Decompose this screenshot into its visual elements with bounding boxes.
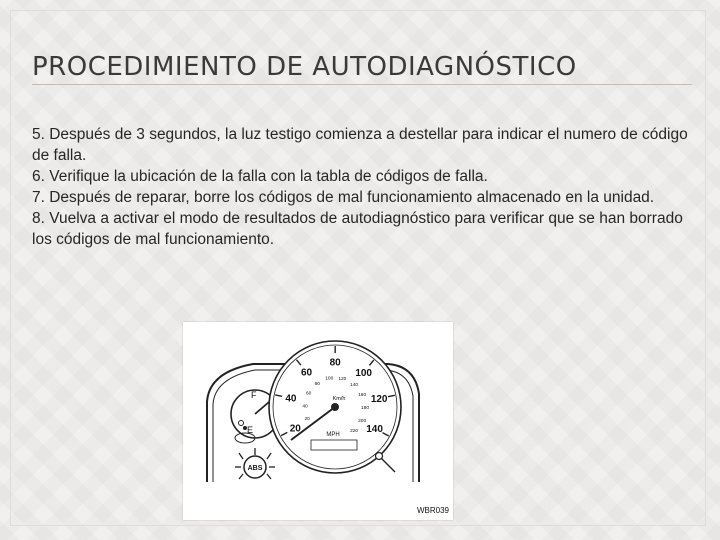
kmh-tick-label: 20	[304, 417, 310, 423]
kmh-unit-label: Km/h	[332, 396, 346, 402]
mph-tick-label: 140	[366, 423, 383, 435]
fuel-empty-label: E	[247, 425, 254, 435]
fuel-full-label: F	[251, 390, 257, 400]
title-divider	[32, 84, 692, 85]
mph-tick-label: 20	[289, 423, 301, 435]
kmh-tick-label: 220	[350, 429, 359, 435]
figure-code: WBR039	[416, 506, 449, 515]
kmh-tick-label: 80	[314, 381, 320, 387]
kmh-tick-label: 100	[325, 376, 334, 382]
abs-label: ABS	[247, 465, 263, 472]
needle-hub	[331, 403, 339, 411]
trip-reset-knob	[376, 453, 396, 473]
indicator-lamp	[243, 426, 247, 430]
kmh-tick-label: 180	[360, 405, 370, 411]
mph-tick-label: 40	[285, 393, 297, 405]
mph-tick-label: 100	[355, 367, 373, 379]
kmh-tick-label: 60	[305, 391, 312, 397]
abs-warning-lamp	[235, 448, 275, 479]
step-7-text: 7. Después de reparar, borre los códigos de mal funcionamiento almacenado en la unidad.	[32, 189, 655, 206]
instrument-cluster-figure	[183, 322, 453, 520]
mph-unit-label: MPH	[326, 432, 340, 438]
kmh-tick-label: 40	[302, 404, 308, 410]
mph-tick-label: 120	[370, 393, 388, 405]
kmh-tick-label: 140	[350, 382, 359, 388]
kmh-tick-label: 120	[338, 376, 347, 382]
slide-body	[32, 124, 692, 250]
slide-title: PROCEDIMIENTO DE AUTODIAGNÓSTICO	[32, 52, 577, 82]
kmh-tick-label: 200	[358, 418, 367, 424]
mph-tick-label: 80	[329, 357, 341, 369]
kmh-tick-label: 160	[358, 393, 367, 399]
step-6-text: 6. Verifique la ubicación de la falla con la tabla de códigos de falla.	[32, 168, 488, 185]
step-5-text: 5. Después de 3 segundos, la luz testigo comienza a destellar para indicar el numero de código de falla.	[32, 126, 688, 164]
step-8-text: 8. Vuelva a activar el modo de resultados de autodiagnóstico para verificar que se han borrado los códigos de mal funcionamiento.	[32, 210, 683, 248]
mph-tick-label: 60	[300, 367, 313, 379]
